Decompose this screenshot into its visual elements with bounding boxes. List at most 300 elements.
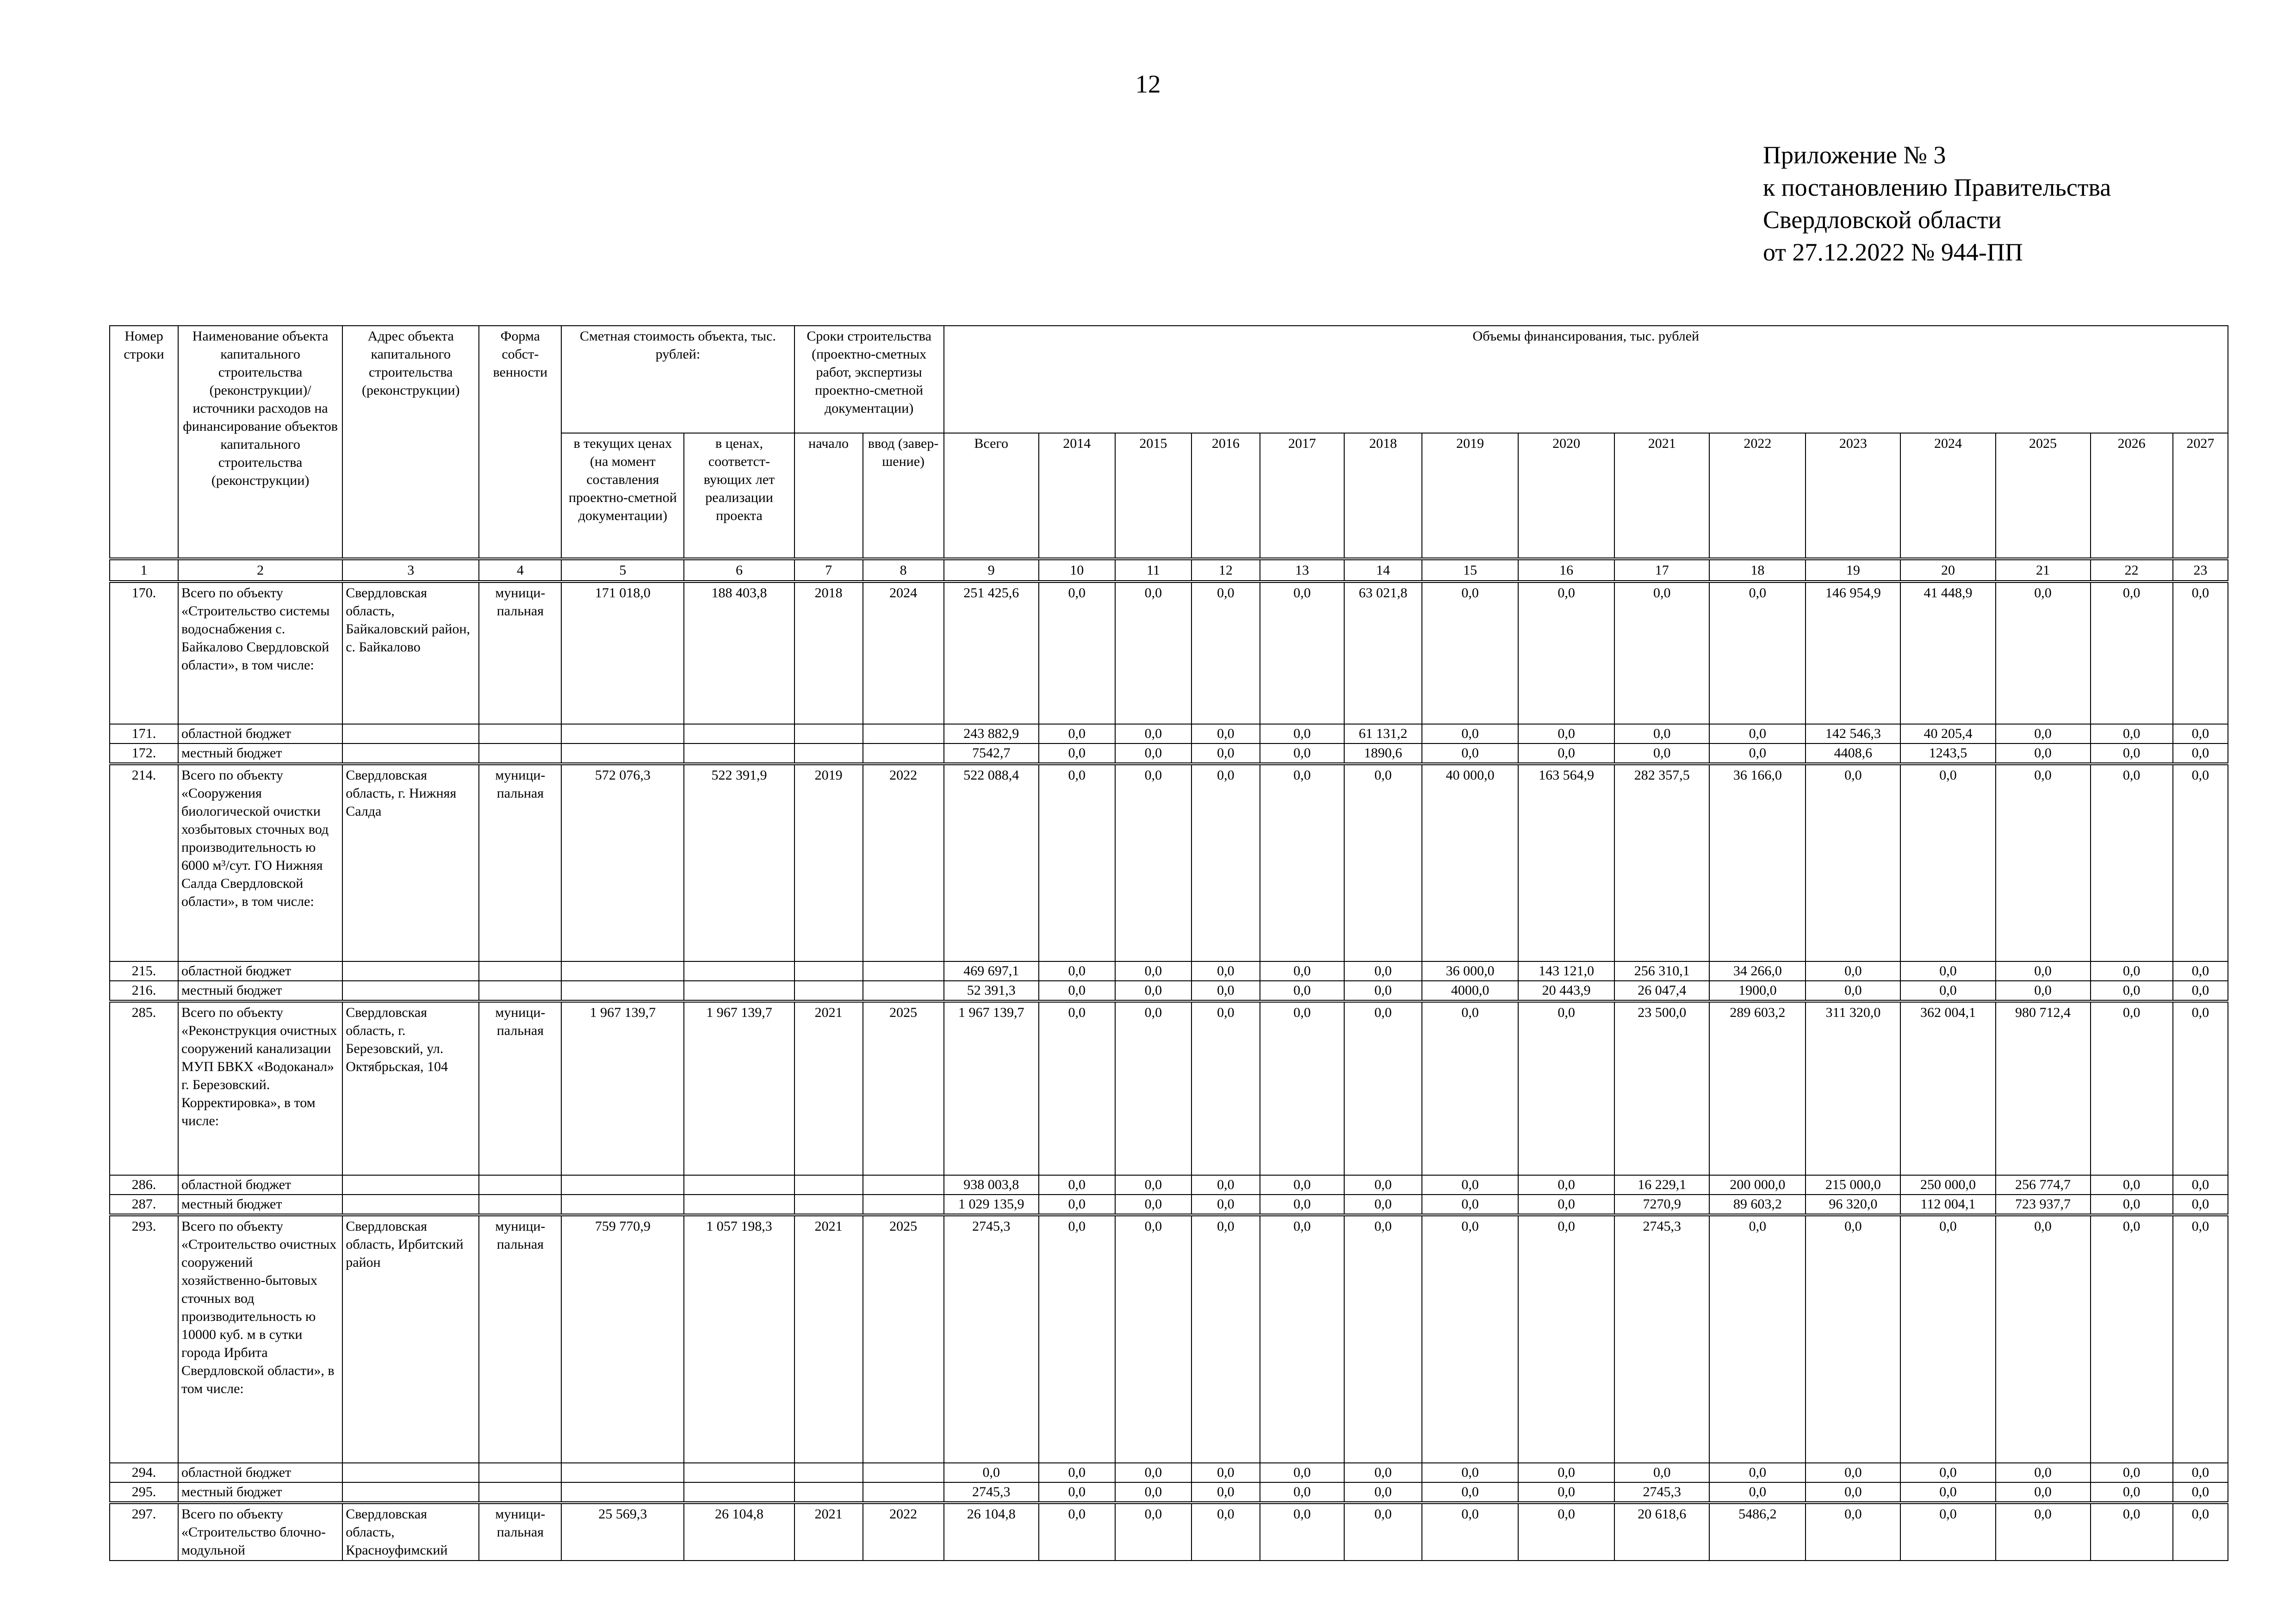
year-value-cell: 0,0 [1191,1463,1260,1482]
row-number-cell: 287. [110,1195,178,1215]
column-number: 6 [684,559,794,582]
year-value-cell: 0,0 [1900,1463,1995,1482]
year-value-cell: 89 603,2 [1709,1195,1806,1215]
ownership-cell [479,1195,561,1215]
column-number: 2 [178,559,342,582]
year-value-cell: 0,0 [2173,764,2228,961]
year-value-cell: 0,0 [2173,582,2228,724]
object-name-cell: Всего по объекту «Строительство блочно-модульной [178,1503,342,1561]
year-value-cell: 34 266,0 [1709,961,1806,981]
year-value-cell: 0,0 [1614,1463,1709,1482]
table-row [110,1503,2228,1561]
cost-project-cell [684,961,794,981]
end-year-cell [863,743,944,764]
year-value-cell: 0,0 [1806,1503,1900,1561]
ownership-cell: муници-пальная [479,582,561,724]
ownership-cell [479,961,561,981]
year-value-cell: 0,0 [1260,981,1344,1001]
address-cell: Свердловская область, Красноуфимский [342,1503,479,1561]
header-year-2018: 2018 [1344,433,1422,559]
year-value-cell: 40 205,4 [1900,724,1995,743]
ownership-cell [479,724,561,743]
year-value-cell: 0,0 [1115,582,1191,724]
column-number: 8 [863,559,944,582]
start-year-cell [794,961,863,981]
year-value-cell: 0,0 [1422,1175,1518,1195]
start-year-cell: 2021 [794,1215,863,1463]
header-estimate-current: в текущих ценах (на момент составления проектно-сметной документации) [561,433,684,559]
end-year-cell [863,981,944,1001]
year-value-cell: 0,0 [1115,981,1191,1001]
start-year-cell: 2019 [794,764,863,961]
year-value-cell: 0,0 [1422,1195,1518,1215]
address-cell [342,1482,479,1503]
year-value-cell: 0,0 [1614,582,1709,724]
table-row [110,743,2228,764]
header-year-2027: 2027 [2173,433,2228,559]
year-value-cell: 256 774,7 [1996,1175,2091,1195]
address-cell [342,981,479,1001]
year-value-cell: 0,0 [1344,1175,1422,1195]
year-value-cell: 0,0 [1344,1463,1422,1482]
year-value-cell: 0,0 [1039,1463,1115,1482]
year-value-cell: 41 448,9 [1900,582,1995,724]
year-value-cell: 0,0 [2173,961,2228,981]
year-value-cell: 0,0 [1115,1463,1191,1482]
year-value-cell: 0,0 [1518,1503,1614,1561]
cost-current-cell [561,1482,684,1503]
row-number-cell: 295. [110,1482,178,1503]
object-name-cell: Всего по объекту «Реконструкция очистных сооружений канализации МУП БВКХ «Водоканал» г. Березовский. Корректировка», в том числе: [178,1001,342,1175]
total-value-cell: 7542,7 [944,743,1039,764]
cost-project-cell [684,724,794,743]
year-value-cell: 0,0 [1039,1215,1115,1463]
header-year-2015: 2015 [1115,433,1191,559]
year-value-cell: 0,0 [1260,1482,1344,1503]
table-row [110,582,2228,724]
object-name-cell: местный бюджет [178,1195,342,1215]
year-value-cell: 0,0 [2091,1195,2173,1215]
address-cell: Свердловская область, г. Березовский, ул. Октябрьская, 104 [342,1001,479,1175]
table-row [110,764,2228,961]
table-row [110,1482,2228,1503]
object-name-cell: областной бюджет [178,1463,342,1482]
object-name-cell: областной бюджет [178,1175,342,1195]
year-value-cell: 0,0 [1260,1503,1344,1561]
year-value-cell: 0,0 [1260,764,1344,961]
year-value-cell: 0,0 [1191,724,1260,743]
year-value-cell: 0,0 [1900,961,1995,981]
year-value-cell: 723 937,7 [1996,1195,2091,1215]
total-value-cell: 26 104,8 [944,1503,1039,1561]
year-value-cell: 4000,0 [1422,981,1518,1001]
column-number: 22 [2091,559,2173,582]
year-value-cell: 0,0 [1344,981,1422,1001]
address-cell: Свердловская область, г. Нижняя Салда [342,764,479,961]
object-name-cell: местный бюджет [178,981,342,1001]
year-value-cell: 16 229,1 [1614,1175,1709,1195]
column-number: 7 [794,559,863,582]
year-value-cell: 0,0 [1518,743,1614,764]
year-value-cell: 0,0 [1115,724,1191,743]
year-value-cell: 0,0 [1115,1215,1191,1463]
year-value-cell: 0,0 [2173,1482,2228,1503]
row-number-cell: 216. [110,981,178,1001]
year-value-cell: 0,0 [1344,1001,1422,1175]
ownership-cell: муници-пальная [479,1215,561,1463]
row-number-cell: 215. [110,961,178,981]
year-value-cell: 2745,3 [1614,1215,1709,1463]
cost-project-cell [684,981,794,1001]
year-value-cell: 0,0 [1900,764,1995,961]
ownership-cell [479,1175,561,1195]
year-value-cell: 0,0 [2091,743,2173,764]
appendix-line-1: Приложение № 3 [1763,141,1946,169]
address-cell [342,724,479,743]
start-year-cell [794,1482,863,1503]
end-year-cell: 2022 [863,764,944,961]
year-value-cell: 0,0 [1191,1503,1260,1561]
year-value-cell: 0,0 [1344,1482,1422,1503]
year-value-cell: 0,0 [1422,1503,1518,1561]
ownership-cell [479,743,561,764]
header-object-name: Наименование объекта капитального строительства (реконструкции)/источники расходов на финансирование объектов капитального строительства (реконструкции) [178,326,342,559]
header-funding: Объемы финансирования, тыс. рублей [944,326,2228,433]
header-year-2014: 2014 [1039,433,1115,559]
header-year-2020: 2020 [1518,433,1614,559]
year-value-cell: 0,0 [1518,1482,1614,1503]
year-value-cell: 0,0 [1518,1463,1614,1482]
header-year-2019: 2019 [1422,433,1518,559]
year-value-cell: 0,0 [1344,1215,1422,1463]
total-value-cell: 0,0 [944,1463,1039,1482]
year-value-cell: 0,0 [2091,1215,2173,1463]
end-year-cell: 2022 [863,1503,944,1561]
year-value-cell: 0,0 [2091,582,2173,724]
year-value-cell: 200 000,0 [1709,1175,1806,1195]
ownership-cell: муници-пальная [479,1503,561,1561]
cost-current-cell: 572 076,3 [561,764,684,961]
year-value-cell: 0,0 [1996,764,2091,961]
end-year-cell: 2025 [863,1215,944,1463]
year-value-cell: 311 320,0 [1806,1001,1900,1175]
object-name-cell: местный бюджет [178,743,342,764]
year-value-cell: 0,0 [1191,961,1260,981]
row-number-cell: 297. [110,1503,178,1561]
year-value-cell: 0,0 [1260,1215,1344,1463]
column-number: 17 [1614,559,1709,582]
year-value-cell: 5486,2 [1709,1503,1806,1561]
year-value-cell: 0,0 [1115,1195,1191,1215]
end-year-cell: 2024 [863,582,944,724]
column-number: 1 [110,559,178,582]
year-value-cell: 0,0 [2173,1215,2228,1463]
year-value-cell: 0,0 [1344,1503,1422,1561]
year-value-cell: 1243,5 [1900,743,1995,764]
cost-current-cell [561,743,684,764]
year-value-cell: 0,0 [1806,1215,1900,1463]
object-name-cell: Всего по объекту «Строительство системы водоснабжения с. Байкалово Свердловской области», в том числе: [178,582,342,724]
year-value-cell: 36 166,0 [1709,764,1806,961]
header-year-2026: 2026 [2091,433,2173,559]
year-value-cell: 0,0 [2091,1482,2173,1503]
year-value-cell: 0,0 [1996,582,2091,724]
cost-current-cell [561,724,684,743]
header-year-2017: 2017 [1260,433,1344,559]
column-number: 10 [1039,559,1115,582]
year-value-cell: 0,0 [1900,1215,1995,1463]
year-value-cell: 0,0 [1191,1001,1260,1175]
total-value-cell: 2745,3 [944,1482,1039,1503]
total-value-cell: 522 088,4 [944,764,1039,961]
year-value-cell: 0,0 [1996,1482,2091,1503]
year-value-cell: 0,0 [1900,1482,1995,1503]
cost-current-cell [561,1463,684,1482]
table-row [110,981,2228,1001]
column-number: 12 [1191,559,1260,582]
column-number: 23 [2173,559,2228,582]
address-cell [342,1463,479,1482]
year-value-cell: 0,0 [1614,743,1709,764]
year-value-cell: 36 000,0 [1422,961,1518,981]
column-number: 13 [1260,559,1344,582]
year-value-cell: 0,0 [1344,764,1422,961]
year-value-cell: 0,0 [2173,981,2228,1001]
year-value-cell: 0,0 [1806,981,1900,1001]
cost-current-cell [561,961,684,981]
cost-project-cell: 1 057 198,3 [684,1215,794,1463]
cost-project-cell: 188 403,8 [684,582,794,724]
appendix-line-3: Свердловской области [1763,206,2002,234]
year-value-cell: 282 357,5 [1614,764,1709,961]
year-value-cell: 112 004,1 [1900,1195,1995,1215]
header-estimate-project: в ценах, соответст-вующих лет реализации проекта [684,433,794,559]
column-number: 18 [1709,559,1806,582]
column-number: 9 [944,559,1039,582]
year-value-cell: 0,0 [1900,981,1995,1001]
row-number-cell: 172. [110,743,178,764]
year-value-cell: 0,0 [1115,1482,1191,1503]
year-value-cell: 0,0 [2173,1001,2228,1175]
cost-project-cell: 1 967 139,7 [684,1001,794,1175]
year-value-cell: 0,0 [1422,1463,1518,1482]
year-value-cell: 0,0 [1191,764,1260,961]
year-value-cell: 1900,0 [1709,981,1806,1001]
year-value-cell: 0,0 [1996,981,2091,1001]
year-value-cell: 0,0 [1422,724,1518,743]
year-value-cell: 215 000,0 [1806,1175,1900,1195]
total-value-cell: 938 003,8 [944,1175,1039,1195]
cost-project-cell [684,743,794,764]
year-value-cell: 0,0 [1260,724,1344,743]
year-value-cell: 0,0 [1709,743,1806,764]
year-value-cell: 0,0 [1344,1195,1422,1215]
object-name-cell: Всего по объекту «Сооружения биологической очистки хозбытовых сточных вод производительность ю 6000 м³/сут. ГО Нижняя Салда Свердловской области», в том числе: [178,764,342,961]
address-cell [342,961,479,981]
total-value-cell: 243 882,9 [944,724,1039,743]
year-value-cell: 0,0 [1709,1482,1806,1503]
year-value-cell: 0,0 [1115,1001,1191,1175]
year-value-cell: 7270,9 [1614,1195,1709,1215]
year-value-cell: 2745,3 [1614,1482,1709,1503]
year-value-cell: 0,0 [1115,764,1191,961]
column-number: 16 [1518,559,1614,582]
appendix-line-2: к постановлению Правительства [1763,173,2111,201]
year-value-cell: 40 000,0 [1422,764,1518,961]
year-value-cell: 0,0 [1039,724,1115,743]
column-number: 21 [1996,559,2091,582]
year-value-cell: 0,0 [1518,1001,1614,1175]
year-value-cell: 0,0 [1191,1195,1260,1215]
year-value-cell: 0,0 [2173,724,2228,743]
year-value-cell: 0,0 [1344,961,1422,981]
row-number-cell: 214. [110,764,178,961]
start-year-cell [794,743,863,764]
year-value-cell: 0,0 [1996,1503,2091,1561]
year-value-cell: 0,0 [1806,1482,1900,1503]
header-year-2021: 2021 [1614,433,1709,559]
column-number: 20 [1900,559,1995,582]
year-value-cell: 20 443,9 [1518,981,1614,1001]
year-value-cell: 0,0 [1191,981,1260,1001]
total-value-cell: 251 425,6 [944,582,1039,724]
header-year-2025: 2025 [1996,433,2091,559]
header-address: Адрес объекта капитального строительства (реконструкции) [342,326,479,559]
year-value-cell: 0,0 [2173,743,2228,764]
year-value-cell: 0,0 [1260,961,1344,981]
year-value-cell: 0,0 [1996,743,2091,764]
table-row [110,1195,2228,1215]
year-value-cell: 0,0 [1039,1001,1115,1175]
year-value-cell: 0,0 [1191,1482,1260,1503]
year-value-cell: 0,0 [1422,743,1518,764]
year-value-cell: 0,0 [2091,1175,2173,1195]
year-value-cell: 0,0 [1900,1503,1995,1561]
financing-table [109,325,2228,1561]
cost-project-cell: 26 104,8 [684,1503,794,1561]
year-value-cell: 0,0 [1422,1482,1518,1503]
year-value-cell: 0,0 [1115,961,1191,981]
year-value-cell: 0,0 [2091,1503,2173,1561]
cost-current-cell [561,981,684,1001]
year-value-cell: 0,0 [2091,724,2173,743]
cost-project-cell: 522 391,9 [684,764,794,961]
table-row [110,961,2228,981]
start-year-cell [794,1195,863,1215]
year-value-cell: 0,0 [1191,1215,1260,1463]
total-value-cell: 2745,3 [944,1215,1039,1463]
year-value-cell: 250 000,0 [1900,1175,1995,1195]
table-row [110,1215,2228,1463]
object-name-cell: местный бюджет [178,1482,342,1503]
year-value-cell: 96 320,0 [1806,1195,1900,1215]
year-value-cell: 0,0 [1422,582,1518,724]
start-year-cell [794,1175,863,1195]
year-value-cell: 23 500,0 [1614,1001,1709,1175]
year-value-cell: 0,0 [1806,1463,1900,1482]
total-value-cell: 469 697,1 [944,961,1039,981]
start-year-cell: 2021 [794,1001,863,1175]
ownership-cell [479,1482,561,1503]
table-row [110,1175,2228,1195]
year-value-cell: 0,0 [1709,724,1806,743]
year-value-cell: 142 546,3 [1806,724,1900,743]
cost-current-cell: 25 569,3 [561,1503,684,1561]
year-value-cell: 0,0 [1115,743,1191,764]
year-value-cell: 980 712,4 [1996,1001,2091,1175]
year-value-cell: 61 131,2 [1344,724,1422,743]
header-estimate: Сметная стоимость объекта, тыс. рублей: [561,326,794,433]
year-value-cell: 20 618,6 [1614,1503,1709,1561]
year-value-cell: 0,0 [1518,1175,1614,1195]
address-cell: Свердловская область, Ирбитский район [342,1215,479,1463]
object-name-cell: областной бюджет [178,724,342,743]
cost-current-cell [561,1195,684,1215]
ownership-cell: муници-пальная [479,764,561,961]
year-value-cell: 0,0 [1996,961,2091,981]
year-value-cell: 0,0 [1115,1503,1191,1561]
header-year-2023: 2023 [1806,433,1900,559]
end-year-cell: 2025 [863,1001,944,1175]
table-row [110,1463,2228,1482]
ownership-cell [479,981,561,1001]
year-value-cell: 0,0 [1260,1001,1344,1175]
year-value-cell: 256 310,1 [1614,961,1709,981]
cost-current-cell: 759 770,9 [561,1215,684,1463]
cost-project-cell [684,1195,794,1215]
start-year-cell [794,981,863,1001]
year-value-cell: 0,0 [2091,1463,2173,1482]
column-number: 5 [561,559,684,582]
year-value-cell: 0,0 [1039,1482,1115,1503]
year-value-cell: 0,0 [1039,981,1115,1001]
header-year-2022: 2022 [1709,433,1806,559]
total-value-cell: 1 029 135,9 [944,1195,1039,1215]
header-start: начало [794,433,863,559]
year-value-cell: 0,0 [1806,961,1900,981]
year-value-cell: 0,0 [1115,1175,1191,1195]
total-value-cell: 1 967 139,7 [944,1001,1039,1175]
cost-project-cell [684,1463,794,1482]
start-year-cell [794,1463,863,1482]
year-value-cell: 4408,6 [1806,743,1900,764]
year-value-cell: 0,0 [1260,1195,1344,1215]
column-number: 14 [1344,559,1422,582]
address-cell [342,1175,479,1195]
row-number-cell: 170. [110,582,178,724]
year-value-cell: 0,0 [1191,582,1260,724]
year-value-cell: 0,0 [1260,582,1344,724]
end-year-cell [863,961,944,981]
appendix-line-4: от 27.12.2022 № 944-ПП [1763,238,2023,266]
year-value-cell: 0,0 [1260,1175,1344,1195]
table-row [110,724,2228,743]
row-number-cell: 293. [110,1215,178,1463]
year-value-cell: 0,0 [2173,1195,2228,1215]
year-value-cell: 0,0 [1614,724,1709,743]
year-value-cell: 163 564,9 [1518,764,1614,961]
start-year-cell [794,724,863,743]
row-number-cell: 171. [110,724,178,743]
year-value-cell: 143 121,0 [1518,961,1614,981]
year-value-cell: 0,0 [1518,1195,1614,1215]
table-row [110,1001,2228,1175]
column-number-row [110,559,2228,582]
header-end: ввод (завер-шение) [863,433,944,559]
year-value-cell: 289 603,2 [1709,1001,1806,1175]
year-value-cell: 0,0 [1709,582,1806,724]
year-value-cell: 63 021,8 [1344,582,1422,724]
